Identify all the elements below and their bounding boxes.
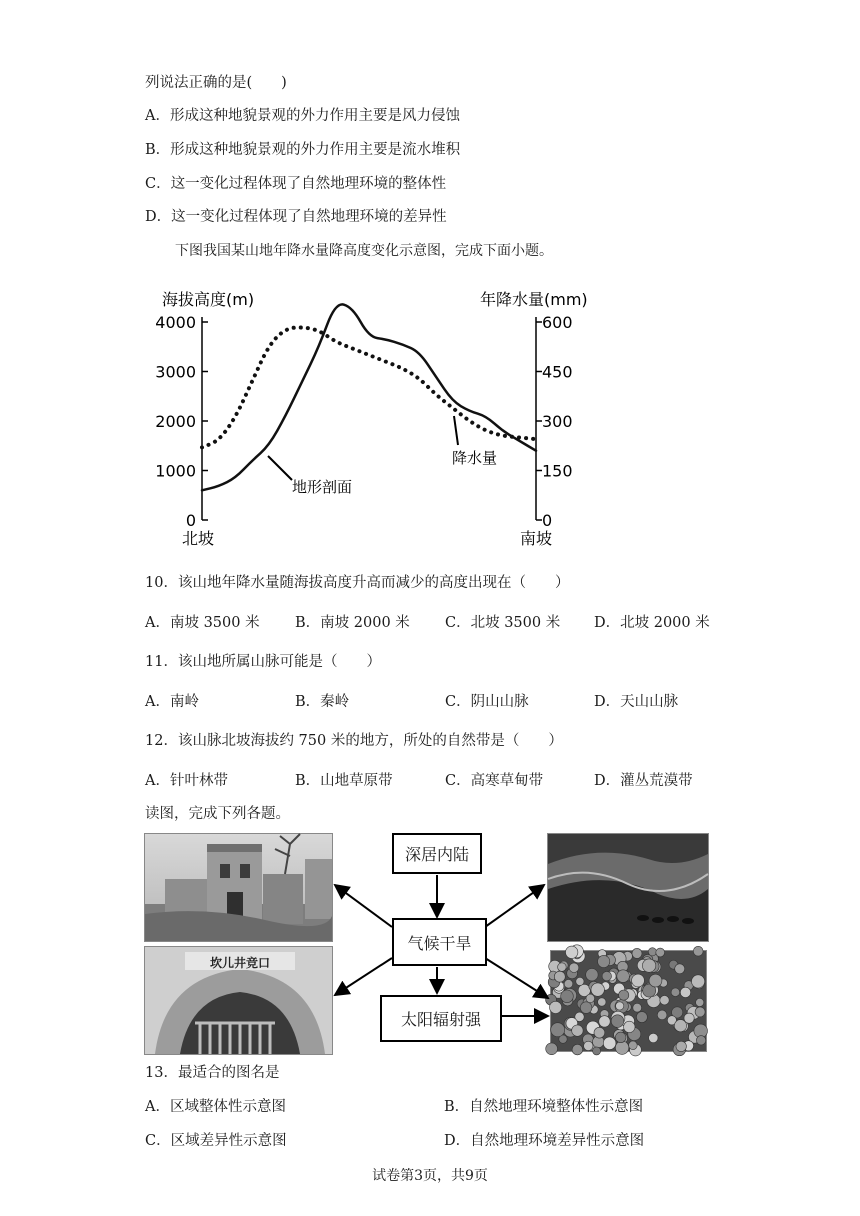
q12-option-a: A．针叶林带 bbox=[145, 773, 228, 789]
prev-question-stem: 列说法正确的是( ) bbox=[145, 75, 287, 91]
grapes-photo bbox=[550, 950, 707, 1052]
prev-option-c: C．这一变化过程体现了自然地理环境的整体性 bbox=[145, 176, 447, 192]
left-tick-label: 2000 bbox=[155, 412, 196, 431]
q13-option-c: C．区域差异性示意图 bbox=[145, 1133, 287, 1149]
q12-option-b: B．山地草原带 bbox=[295, 773, 393, 789]
group2-intro: 读图，完成下列各题。 bbox=[145, 806, 290, 822]
right-tick-label: 600 bbox=[542, 313, 573, 332]
x-label-south: 南坡 bbox=[520, 529, 553, 548]
q11-option-d: D．天山山脉 bbox=[594, 694, 679, 710]
q10-option-a: A．南坡 3500 米 bbox=[145, 615, 260, 631]
prev-option-a: A．形成这种地貌景观的外力作用主要是风力侵蚀 bbox=[145, 108, 460, 124]
q13-option-b: B．自然地理环境整体性示意图 bbox=[444, 1099, 644, 1115]
right-axis-title: 年降水量(mm) bbox=[480, 290, 588, 309]
box-inland bbox=[392, 833, 482, 874]
box-strong-radiation-label: 太阳辐射强 bbox=[400, 1010, 481, 1029]
q10-option-c: C．北坡 3500 米 bbox=[445, 615, 561, 631]
x-label-north: 北坡 bbox=[182, 529, 215, 548]
q13-option-d: D．自然地理环境差异性示意图 bbox=[444, 1133, 645, 1149]
q12-option-c: C．高寒草甸带 bbox=[445, 773, 544, 789]
precipitation-line bbox=[202, 328, 536, 448]
right-tick-label: 150 bbox=[542, 461, 573, 481]
left-axis-title: 海拔高度(m) bbox=[162, 290, 255, 309]
question-13-stem: 13．最适合的图名是 bbox=[145, 1065, 280, 1081]
terrain-annotation: 地形剖面 bbox=[292, 478, 353, 496]
q11-option-a: A．南岭 bbox=[145, 694, 199, 710]
adobe-ruins-photo bbox=[144, 833, 333, 942]
q10-option-b: B．南坡 2000 米 bbox=[295, 615, 410, 631]
group1-intro: 下图我国某山地年降水量降高度变化示意图，完成下面小题。 bbox=[175, 243, 553, 259]
q12-option-d: D．灌丛荒漠带 bbox=[594, 773, 693, 789]
left-tick-label: 0 bbox=[185, 511, 196, 530]
page-footer: 试卷第3页，共9页 bbox=[372, 1168, 488, 1184]
prev-option-b: B．形成这种地貌景观的外力作用主要是流水堆积 bbox=[145, 142, 461, 158]
question-12-stem: 12．该山脉北坡海拔约 750 米的地方，所处的自然带是（ ） bbox=[145, 733, 563, 749]
q11-option-b: B．秦岭 bbox=[295, 694, 350, 710]
terrain-leader-line bbox=[268, 456, 292, 480]
box-inland-label: 深居内陆 bbox=[404, 845, 469, 864]
question-11-stem: 11．该山地所属山脉可能是（ ） bbox=[145, 654, 381, 670]
right-tick-label: 450 bbox=[542, 362, 573, 382]
karez-entrance-photo bbox=[144, 946, 333, 1055]
precip-leader-line bbox=[454, 416, 458, 445]
left-tick-label: 3000 bbox=[155, 362, 196, 382]
q10-option-d: D．北坡 2000 米 bbox=[594, 615, 710, 631]
q11-option-c: C．阴山山脉 bbox=[445, 694, 529, 710]
karez-sign-text: 坎儿井竞口 bbox=[209, 956, 270, 970]
elevation-precipitation-chart bbox=[150, 280, 588, 560]
q13-option-a: A．区域整体性示意图 bbox=[145, 1099, 286, 1115]
right-tick-label: 300 bbox=[542, 412, 573, 431]
question-10-stem: 10．该山地年降水量随海拔高度升高而减少的高度出现在（ ） bbox=[145, 575, 570, 591]
left-tick-label: 4000 bbox=[155, 313, 196, 332]
desert-camels-photo bbox=[547, 833, 709, 942]
prev-option-d: D．这一变化过程体现了自然地理环境的差异性 bbox=[145, 209, 447, 225]
left-tick-label: 1000 bbox=[155, 461, 196, 481]
box-arid-climate-label: 气候干旱 bbox=[407, 933, 472, 953]
box-arid-climate bbox=[392, 918, 487, 966]
precip-annotation: 降水量 bbox=[452, 449, 498, 467]
right-tick-label: 0 bbox=[542, 511, 553, 530]
box-strong-radiation bbox=[380, 995, 502, 1042]
